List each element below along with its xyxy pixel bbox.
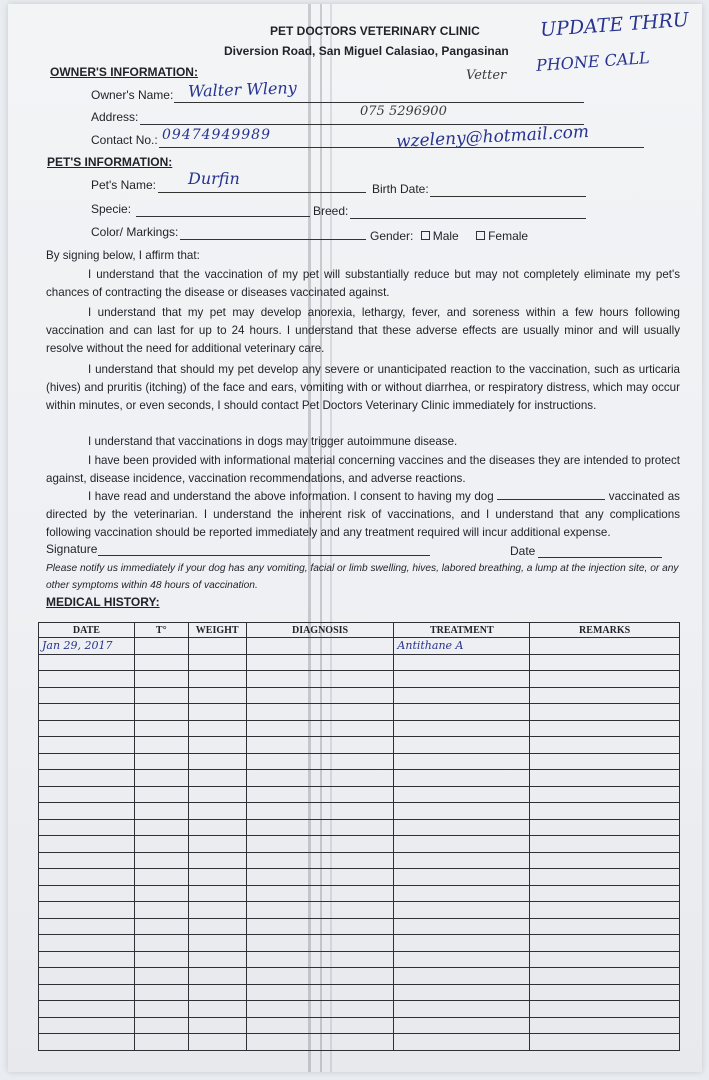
date-cell[interactable] [39,737,135,754]
diagnosis-cell[interactable] [246,984,394,1001]
notice-text: Please notify us immediately if your dog has any vomiting, facial or limb swelling, hives, labored breathing, a lump at the injection site, or any other symptoms within 48 hours of vaccination. [46,563,679,591]
treatment-cell[interactable] [394,951,530,968]
temp-cell[interactable] [134,704,188,721]
date-cell[interactable] [39,770,135,787]
remarks-cell[interactable] [530,638,680,655]
diagnosis-cell[interactable] [246,770,394,787]
diagnosis-cell[interactable] [246,654,394,671]
weight-cell[interactable] [188,687,246,704]
column-header-treatment: TREATMENT [394,623,530,638]
owner-name-label: Owner's Name: [91,88,174,102]
annotation-vetter: Vetter [466,68,507,83]
treatment-cell[interactable] [394,935,530,952]
color-line [180,239,366,240]
date-cell[interactable] [39,968,135,985]
weight-cell[interactable] [188,704,246,721]
treatment-cell[interactable] [394,786,530,803]
date-cell[interactable]: Jan 29, 2017 [39,638,135,655]
weight-cell[interactable] [188,968,246,985]
email-value[interactable]: wzeleny@hotmail.com [395,121,590,153]
temp-cell[interactable] [134,918,188,935]
remarks-cell[interactable] [530,1034,680,1051]
table-row [39,918,680,935]
date-label: Date [510,544,536,558]
diagnosis-cell[interactable] [246,687,394,704]
diagnosis-cell[interactable] [246,1034,394,1051]
remarks-cell[interactable] [530,654,680,671]
weight-cell[interactable] [188,654,246,671]
temp-cell[interactable] [134,786,188,803]
column-header-temp: T° [134,623,188,638]
table-row [39,753,680,770]
date-line[interactable] [538,557,662,558]
diagnosis-cell[interactable] [246,753,394,770]
diagnosis-cell[interactable] [246,638,394,655]
temp-cell[interactable] [134,935,188,952]
date-cell[interactable] [39,786,135,803]
column-header-remarks: REMARKS [530,623,680,638]
treatment-cell[interactable] [394,819,530,836]
temp-cell[interactable] [134,885,188,902]
table-row [39,638,680,655]
breed-label: Breed: [313,204,349,218]
remarks-cell[interactable] [530,770,680,787]
consent-intro: By signing below, I affirm that: [46,249,200,262]
owner-name-line [174,102,584,103]
female-checkbox[interactable] [476,231,485,240]
temp-cell[interactable] [134,720,188,737]
table-row [39,720,680,737]
table-row [39,935,680,952]
remarks-cell[interactable] [530,836,680,853]
remarks-cell[interactable] [530,737,680,754]
temp-cell[interactable] [134,1034,188,1051]
remarks-cell[interactable] [530,885,680,902]
temp-cell[interactable] [134,836,188,853]
date-cell[interactable] [39,720,135,737]
remarks-cell[interactable] [530,704,680,721]
column-header-weight: WEIGHT [188,623,246,638]
temp-cell[interactable] [134,638,188,655]
weight-cell[interactable] [188,869,246,886]
remarks-cell[interactable] [530,1001,680,1018]
temp-cell[interactable] [134,1001,188,1018]
gender-label: Gender: [370,229,414,243]
weight-cell[interactable] [188,1001,246,1018]
diagnosis-cell[interactable] [246,902,394,919]
date-cell[interactable] [39,803,135,820]
owner-name-value[interactable]: Walter Wleny [187,78,298,101]
treatment-cell[interactable] [394,984,530,1001]
treatment-cell[interactable] [394,671,530,688]
table-row [39,852,680,869]
table-row [39,968,680,985]
date-cell[interactable] [39,704,135,721]
date-cell[interactable] [39,984,135,1001]
table-row [39,654,680,671]
weight-cell[interactable] [188,885,246,902]
medical-history-table [38,622,680,1051]
diagnosis-cell[interactable] [246,720,394,737]
table-row [39,819,680,836]
medical-history-title: MEDICAL HISTORY: [46,595,160,609]
treatment-cell[interactable] [394,918,530,935]
signature-line[interactable] [98,555,430,556]
treatment-cell[interactable] [394,1001,530,1018]
treatment-cell[interactable] [394,1034,530,1051]
specie-line [136,216,310,217]
table-row [39,671,680,688]
remarks-cell[interactable] [530,786,680,803]
weight-cell[interactable] [188,671,246,688]
temp-cell[interactable] [134,951,188,968]
pet-info-title: PET'S INFORMATION: [47,155,173,169]
male-label: Male [432,229,459,243]
treatment-cell[interactable] [394,704,530,721]
weight-cell[interactable] [188,852,246,869]
treatment-cell[interactable] [394,836,530,853]
consent-paragraph-5: I have been provided with informational material concerning vaccines and the diseases they are intended to protect against, disease incidence, vaccination recommendations, and adverse reactions. [46,454,680,485]
temp-cell[interactable] [134,869,188,886]
temp-cell[interactable] [134,803,188,820]
table-row [39,1034,680,1051]
remarks-cell[interactable] [530,720,680,737]
treatment-cell[interactable] [394,737,530,754]
table-row [39,704,680,721]
consent-paragraph-3: I understand that should my pet develop any severe or unanticipated reaction to the vaccination, such as urticaria (hives) and pruritis (itching) of the face and ears, vomiting with or without diarrhea, or respiratory distress, which may occur within minutes, or even seconds, I should contact Pet Doctors Veterinary Clinic immediately for instructions. [46,363,680,412]
remarks-cell[interactable] [530,852,680,869]
weight-cell[interactable] [188,836,246,853]
diagnosis-cell[interactable] [246,1001,394,1018]
table-row [39,687,680,704]
remarks-cell[interactable] [530,803,680,820]
consent-paragraph-6 [46,488,680,542]
remarks-cell[interactable] [530,935,680,952]
date-cell[interactable] [39,935,135,952]
date-cell[interactable] [39,951,135,968]
remarks-cell[interactable] [530,918,680,935]
remarks-cell[interactable] [530,984,680,1001]
treatment-cell[interactable] [394,753,530,770]
address-value[interactable]: 075 5296900 [360,104,447,119]
treatment-cell[interactable] [394,869,530,886]
weight-cell[interactable] [188,638,246,655]
consent-paragraph-2: I understand that my pet may develop anorexia, lethargy, fever, and soreness within a few hours following vaccination and can last for up to 24 hours. I understand that these adverse effects are usually minor and will usually resolve without the need for additional veterinary care. [46,306,680,355]
remarks-cell[interactable] [530,902,680,919]
weight-cell[interactable] [188,753,246,770]
date-cell[interactable] [39,869,135,886]
diagnosis-cell[interactable] [246,935,394,952]
diagnosis-cell[interactable] [246,803,394,820]
temp-cell[interactable] [134,654,188,671]
date-cell[interactable] [39,852,135,869]
treatment-cell[interactable] [394,902,530,919]
date-cell[interactable] [39,885,135,902]
diagnosis-cell[interactable] [246,885,394,902]
consent-paragraph-1: I understand that the vaccination of my pet will substantially reduce but may not completely eliminate my pet's chances of contracting the disease or diseases vaccinated against. [46,268,680,299]
address-label: Address: [91,110,139,124]
table-row [39,836,680,853]
birth-date-label: Birth Date: [372,182,429,196]
treatment-cell[interactable] [394,720,530,737]
pet-name-line [158,192,366,193]
date-cell[interactable] [39,1001,135,1018]
date-cell[interactable] [39,819,135,836]
weight-cell[interactable] [188,1017,246,1034]
table-row [39,770,680,787]
date-cell[interactable] [39,687,135,704]
diagnosis-cell[interactable] [246,737,394,754]
column-header-diagnosis: DIAGNOSIS [246,623,394,638]
treatment-cell[interactable] [394,803,530,820]
annotation-phone-call: PHONE CALL [535,48,651,75]
diagnosis-cell[interactable] [246,819,394,836]
pet-name-label: Pet's Name: [91,178,156,192]
date-cell[interactable] [39,1034,135,1051]
dog-blank[interactable] [497,489,605,500]
weight-cell[interactable] [188,720,246,737]
temp-cell[interactable] [134,819,188,836]
weight-cell[interactable] [188,819,246,836]
weight-cell[interactable] [188,737,246,754]
owner-info-title: OWNER'S INFORMATION: [50,65,198,79]
consent-text-6a: I have read and understand the above information. I consent to having my dog [88,490,494,503]
color-label: Color/ Markings: [91,225,179,239]
table-row [39,1017,680,1034]
temp-cell[interactable] [134,737,188,754]
treatment-cell[interactable]: Antithane A [394,638,530,655]
date-cell[interactable] [39,753,135,770]
consent-paragraph-4: I understand that vaccinations in dogs may trigger autoimmune disease. [88,435,458,448]
gender-row [370,229,528,243]
date-cell[interactable] [39,902,135,919]
remarks-cell[interactable] [530,968,680,985]
remarks-cell[interactable] [530,671,680,688]
weight-cell[interactable] [188,951,246,968]
temp-cell[interactable] [134,852,188,869]
remarks-cell[interactable] [530,819,680,836]
diagnosis-cell[interactable] [246,968,394,985]
remarks-cell[interactable] [530,687,680,704]
weight-cell[interactable] [188,786,246,803]
remarks-cell[interactable] [530,1017,680,1034]
specie-label: Specie: [91,202,132,216]
table-row [39,803,680,820]
breed-line [350,218,586,219]
treatment-cell[interactable] [394,968,530,985]
table-row [39,786,680,803]
temp-cell[interactable] [134,984,188,1001]
diagnosis-cell[interactable] [246,704,394,721]
signature-label: Signature [46,542,98,556]
clinic-name: PET DOCTORS VETERINARY CLINIC [270,24,480,38]
diagnosis-cell[interactable] [246,671,394,688]
date-cell[interactable] [39,654,135,671]
table-row [39,1001,680,1018]
temp-cell[interactable] [134,671,188,688]
remarks-cell[interactable] [530,951,680,968]
temp-cell[interactable] [134,902,188,919]
diagnosis-cell[interactable] [246,918,394,935]
contact-value[interactable]: 09474949989 [162,127,271,143]
treatment-cell[interactable] [394,1017,530,1034]
diagnosis-cell[interactable] [246,951,394,968]
table-row [39,902,680,919]
temp-cell[interactable] [134,687,188,704]
table-row [39,869,680,886]
remarks-cell[interactable] [530,869,680,886]
weight-cell[interactable] [188,984,246,1001]
clinic-address: Diversion Road, San Miguel Calasiao, Pangasinan [224,44,509,58]
remarks-cell[interactable] [530,753,680,770]
date-cell[interactable] [39,671,135,688]
annotation-update-thru: UPDATE THRU [539,8,690,42]
diagnosis-cell[interactable] [246,786,394,803]
treatment-cell[interactable] [394,852,530,869]
table-row [39,951,680,968]
weight-cell[interactable] [188,918,246,935]
treatment-cell[interactable] [394,654,530,671]
temp-cell[interactable] [134,1017,188,1034]
weight-cell[interactable] [188,803,246,820]
weight-cell[interactable] [188,1034,246,1051]
contact-label: Contact No.: [91,133,158,147]
date-cell[interactable] [39,1017,135,1034]
weight-cell[interactable] [188,770,246,787]
diagnosis-cell[interactable] [246,852,394,869]
temp-cell[interactable] [134,968,188,985]
consent-text-6b: vaccinated as directed by the veterinarian. I understand the inherent risk of vaccinations, and I understand that any complications following vaccination should be reported immediately and any treatment required will incur additional expense. [46,490,680,539]
date-cell[interactable] [39,836,135,853]
column-header-date: DATE [39,623,135,638]
weight-cell[interactable] [188,935,246,952]
treatment-cell[interactable] [394,885,530,902]
birth-date-line [430,196,586,197]
pet-name-value[interactable]: Durfin [188,169,240,188]
temp-cell[interactable] [134,753,188,770]
treatment-cell[interactable] [394,770,530,787]
date-cell[interactable] [39,918,135,935]
diagnosis-cell[interactable] [246,1017,394,1034]
diagnosis-cell[interactable] [246,836,394,853]
table-row [39,737,680,754]
table-row [39,885,680,902]
male-checkbox[interactable] [421,231,430,240]
diagnosis-cell[interactable] [246,869,394,886]
weight-cell[interactable] [188,902,246,919]
table-row [39,984,680,1001]
treatment-cell[interactable] [394,687,530,704]
temp-cell[interactable] [134,770,188,787]
female-label: Female [488,229,529,243]
